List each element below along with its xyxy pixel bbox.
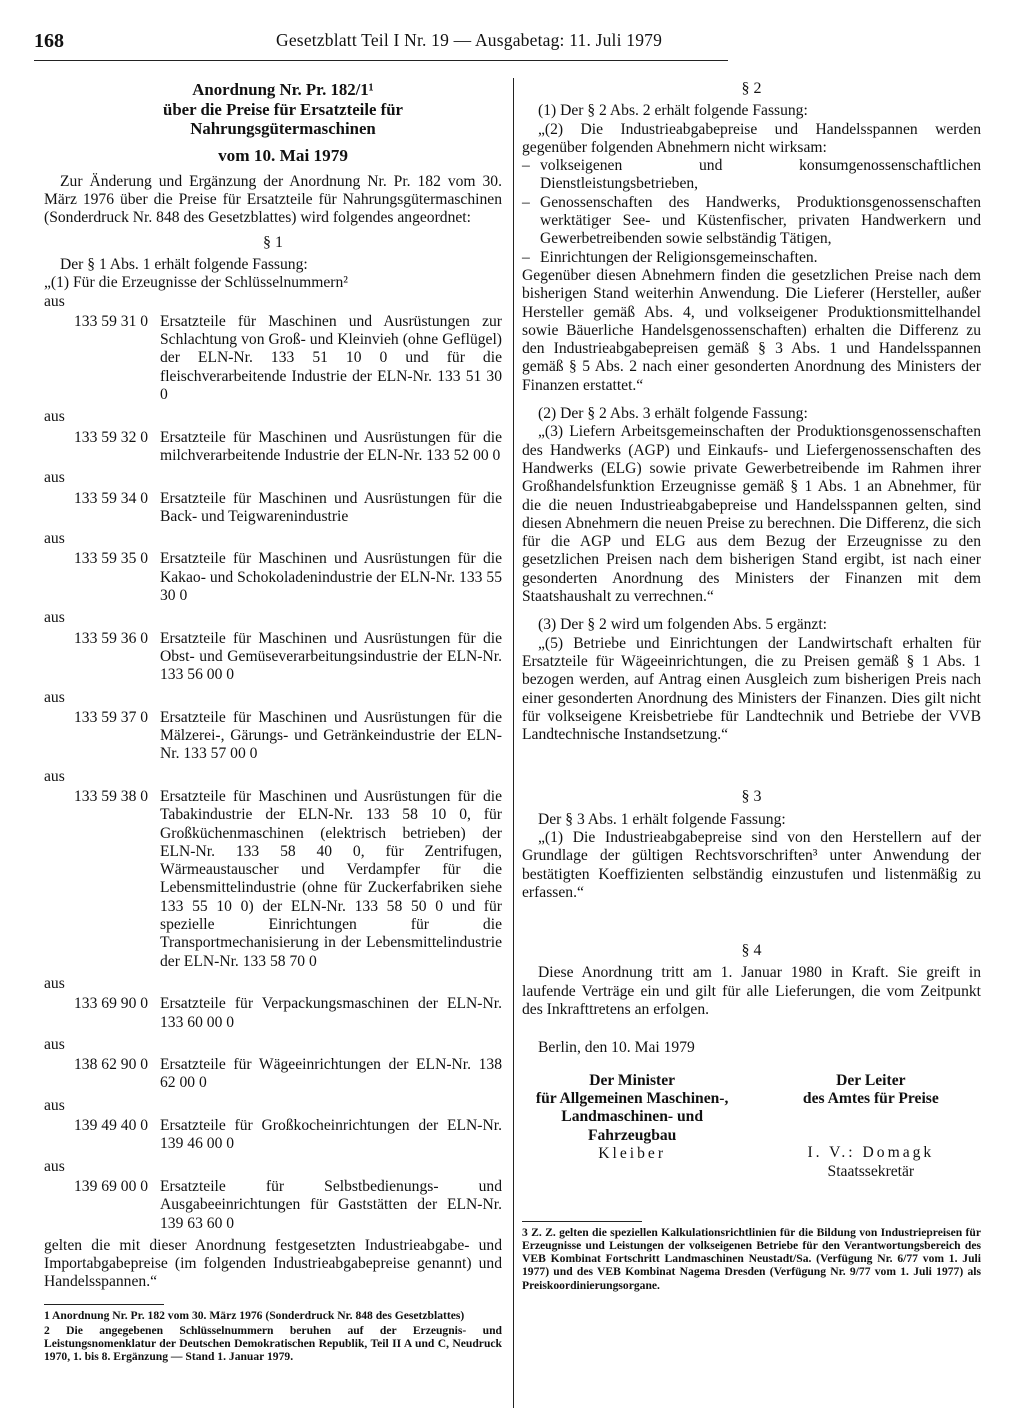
footnote-rule [522,1221,642,1222]
page-number: 168 [34,30,64,52]
dash-item-text: Genossenschaften des Handwerks, Produktionsgenossenschaften werktätiger See- und Küstenfischer, privaten Handwerkern und Gewerbetreibenden sowie selbständig Tätigen, [540,193,981,248]
aus-label: aus [44,530,65,548]
section-heading-1: § 1 [263,233,283,251]
key-number: 133 59 32 0 [74,428,149,446]
aus-label: aus [44,292,65,310]
intro-paragraph: Zur Änderung und Ergänzung der Anordnung Nr. Pr. 182 vom 30. März 1976 über die Preise für Ersatzteile für Nahrungsgütermaschinen (Sonderdruck Nr. 848 des Gesetzblattes) wird folgendes angeordnet: [44,172,502,227]
entry-text: Ersatzteile für Maschinen und Ausrüstungen für die Mälzerei-, Gärungs- und Getränkeindustrie der ELN-Nr. 133 57 00 0 [160,708,502,763]
list-item [44,709,502,764]
list-item [44,490,502,527]
title-line: Anordnung Nr. Pr. 182/1¹ [192,80,374,99]
column-separator [513,78,514,1408]
list-item [44,550,502,605]
aus-label: aus [44,974,65,992]
entry-text: Ersatzteile für Maschinen und Ausrüstungen für die Kakao- und Schokoladenindustrie der ELN-Nr. 133 55 30 0 [160,550,502,605]
signatory-title: Fahrzeugbau [587,1126,677,1144]
section3-para-2: „(1) Die Industrieabgabepreise sind von den Herstellern auf der Grundlage der gültigen Rechtsvorschriften³ unter Anwendung der bestätigten Koeffizienten selbständig einzustufen und listenmäßig zu erfassen.“ [522,828,981,901]
key-number: 139 69 00 0 [74,1177,149,1195]
aus-label: aus [44,408,65,426]
place-date: Berlin, den 10. Mai 1979 [538,1039,695,1057]
aus-label: aus [44,1096,65,1114]
aus-label: aus [44,688,65,706]
entry-text: Ersatzteile für Maschinen und Ausrüstungen für die Back- und Teigwarenindustrie [160,489,502,525]
list-item [44,429,502,466]
key-number: 133 59 38 0 [74,788,149,805]
list-item [44,995,502,1032]
signature-block [522,1072,981,1181]
left-column [44,80,502,1366]
section3-para-1: Der § 3 Abs. 1 erhält folgende Fassung: [538,810,786,828]
footnote-2: 2 Die angegebenen Schlüsselnummern beruhen auf der Erzeugnis- und Leistungsnomenklatur der Deutschen Demokratischen Republik, Teil II A und C, Neudruck 1970, 1. bis 8. Ergänzung — Stand 1. Januar 1979. [44,1323,502,1364]
entry-text: Ersatzteile für Selbstbedienungs- und Ausgabeeinrichtungen für Gaststätten der ELN-Nr. 139 63 60 0 [160,1177,502,1232]
section1-line: Der § 1 Abs. 1 erhält folgende Fassung: [60,255,308,273]
list-item [44,1056,502,1093]
list-item: – volkseigenen und konsumgenossenschaftlichen Dienstleistungsbetrieben, [522,157,981,193]
dash-item-text: volkseigenen und konsumgenossenschaftlichen Dienstleistungsbetrieben, [540,157,981,193]
entry-text: Ersatzteile für Maschinen und Ausrüstungen für die Obst- und Gemüseverarbeitungsindustrie der ELN-Nr. 133 56 00 0 [160,629,502,684]
footnote-3: 3 Z. Z. gelten die speziellen Kalkulationsrichtlinien für die Bildung von Industriepreisen für Erzeugnisse und Leistungen der volkseigenen Betriebe für den Verantwortungsbereich des VEB Kombinat Fortschritt Landmaschinen Neustadt/Sa. (Verfügung Nr. 6/77 vom 1. Juli 1977) und des VEB Kombinat Nagema Dresden (Verfügung Nr. 9/77 vom 1. Juli 1977) als Preiskoordinierungsorgane. [522,1225,981,1292]
running-title: Gesetzblatt Teil I Nr. 19 — Ausgabetag: 11. Juli 1979 [276,30,663,50]
key-number: 133 59 35 0 [74,550,149,568]
section2-para-7: „(5) Betriebe und Einrichtungen der Landwirtschaft erhalten für Ersatzteile für Wägeeinrichtungen, die zu Preisen gemäß § 1 Abs. 1 bezogen werden, auf Antrag einen Ausgleich zum bisherigen Preis nach einer gesonderten Anordnung des Ministers der Finanzen. Dies gilt nicht für volkseigene Kreisbetriebe für Landtechnik und Betriebe der VVB Landtechnische Instandsetzung.“ [522,634,981,744]
list-item [44,630,502,685]
closing-paragraph: gelten die mit dieser Anordnung festgesetzten Industrieabgabe- und Importabgabepreise (im folgenden Industrieabgabepreise genannt) und Handelsspannen.“ [44,1236,502,1291]
signatory-title: Der Minister [589,1071,676,1089]
key-number: 133 59 36 0 [74,629,149,647]
key-number: 133 69 90 0 [74,995,149,1013]
signatory-title: Landmaschinen- und [561,1108,703,1126]
signatory-title: des Amtes für Preise [802,1089,939,1107]
list-item [44,313,502,404]
entry-text: Ersatzteile für Maschinen und Ausrüstungen für die milchverarbeitende Industrie der ELN-Nr. 133 52 00 0 [160,428,502,464]
signatory-title: Der Leiter [836,1071,906,1089]
entry-text: Ersatzteile für Maschinen und Ausrüstungen zur Schlachtung von Groß- und Kleinvieh (ohne Geflügel) der ELN-Nr. 133 51 10 0 und für die fleischverarbeitende Industrie der ELN-Nr. 133 51 30 0 [160,312,502,404]
signature-right [761,1072,981,1181]
entry-text: Ersatzteile für Großkocheinrichtungen der ELN-Nr. 139 46 00 0 [160,1117,502,1153]
signature-left [522,1072,742,1181]
section-heading-4: § 4 [741,942,762,960]
section2-para-6: (3) Der § 2 wird um folgenden Abs. 5 ergänzt: [538,616,827,634]
header-rule [34,60,728,61]
section2-para-1: (1) Der § 2 Abs. 2 erhält folgende Fassung: [538,102,808,120]
entry-list [44,293,502,1233]
key-number: 138 62 90 0 [74,1056,149,1074]
entry-text: Ersatzteile für Maschinen und Ausrüstungen für die Tabakindustrie der ELN-Nr. 133 58 10 0, für Großküchenmaschinen (elektrisch betrieben) der ELN-Nr. 133 58 40 0, für Zentrifugen, Wärmeaustauscher und Verdampfer für die Lebensmittelindustrie (ohne für Zuckerfabriken siehe 133 55 10 0) der ELN-Nr. 133 58 50 0 und für spezielle Einrichtungen für die Transportmechanisierung in der Lebensmittelindustrie der ELN-Nr. 133 58 70 0 [160,788,502,970]
signatory-title: für Allgemeinen Maschinen-, [535,1089,729,1107]
list-item: – Einrichtungen der Religionsgemeinschaften. [522,249,981,267]
dash-item-text: Einrichtungen der Religionsgemeinschaften. [540,248,818,266]
section2-para-5: „(3) Liefern Arbeitsgemeinschaften der Produktionsgenossenschaften des Handwerks (AGP) und Einkaufs- und Liefergenossenschaften des Handwerks (ELG) sowie private Gewerbetreibende im Rahmen ihrer Großhandelsfunktion Erzeugnisse gemäß § 1 Abs. 1 an Abnehmer, für die die neuen Industrieabgabepreise und Handelsspannen gelten, sind diesen Abnehmern die neuen Preise zu berechnen. Die Differenz, die sich für die AGP und ELG aus dem Bezug der Erzeugnisse zu den gesetzlichen Preisen nach dem bisherigen Stand ergibt, ist nach einer gesonderten Anordnung des Ministers der Finanzen mit dem Staatshaushalt zu verrechnen.“ [522,423,981,606]
footnote-rule [44,1304,164,1305]
entry-text: Ersatzteile für Verpackungsmaschinen der ELN-Nr. 133 60 00 0 [160,995,502,1031]
entry-text: Ersatzteile für Wägeeinrichtungen der ELN-Nr. 138 62 00 0 [160,1056,502,1092]
right-column [522,80,981,1294]
section2-para-4: (2) Der § 2 Abs. 3 erhält folgende Fassung: [538,405,808,423]
key-number: 133 59 34 0 [74,489,149,507]
list-item [44,788,502,971]
aus-label: aus [44,1157,65,1175]
section2-para-2: „(2) Die Industrieabgabepreise und Handelsspannen werden gegenüber folgenden Abnehmern nicht wirksam: [522,120,981,156]
title-line: über die Preise für Ersatzteile für [162,99,403,119]
aus-label: aus [44,1035,65,1053]
list-item [44,1117,502,1154]
footnote-1: 1 Anordnung Nr. Pr. 182 vom 30. März 1976 (Sonderdruck Nr. 848 des Gesetzblattes) [44,1308,465,1322]
aus-label: aus [44,609,65,627]
aus-label: aus [44,767,65,785]
section4-para: Diese Anordnung tritt am 1. Januar 1980 in Kraft. Sie greift in laufende Verträge ein und gilt für alle Lieferungen, die vom Zeitpunkt des Inkrafttretens an erfolgen. [522,964,981,1019]
key-number: 133 59 37 0 [74,708,149,726]
signatory-name: Kleiber [598,1144,667,1162]
section-heading-2: § 2 [741,80,762,97]
signatory-name: I. V.: Domagk [807,1144,935,1162]
title-line: Nahrungsgütermaschinen [190,119,376,138]
key-number: 139 49 40 0 [74,1117,149,1135]
ordinance-title [64,80,502,139]
key-number: 133 59 31 0 [74,312,149,330]
signatory-role: Staatssekretär [827,1162,915,1180]
section1-quote: „(1) Für die Erzeugnisse der Schlüsselnummern² [44,274,348,292]
ordinance-date: vom 10. Mai 1979 [218,145,348,165]
section2-para-3: Gegenüber diesen Abnehmern finden die gesetzlichen Preise nach dem bisherigen Stand weiterhin Anwendung. Die Lieferer (Hersteller, außer Hersteller gemäß Abs. 4, und volkseigener Produktionsmittelhandel sowie Bäuerliche Handelsgenossenschaften) erhalten die Differenz zu den Industrieabgabepreisen gemäß § 3 Abs. 1 und Handelsspannen gemäß § 5 Abs. 2 nach einer gesonderten Anordnung des Ministers der Finanzen erstattet.“ [522,266,981,394]
section-heading-3: § 3 [741,788,762,806]
list-item: – Genossenschaften des Handwerks, Produktionsgenossenschaften werktätiger See- und Küstenfischer, privaten Handwerkern und Gewerbetreibenden sowie selbständig Tätigen, [522,193,981,248]
aus-label: aus [44,469,65,487]
list-item [44,1178,502,1233]
page-header [34,30,984,54]
